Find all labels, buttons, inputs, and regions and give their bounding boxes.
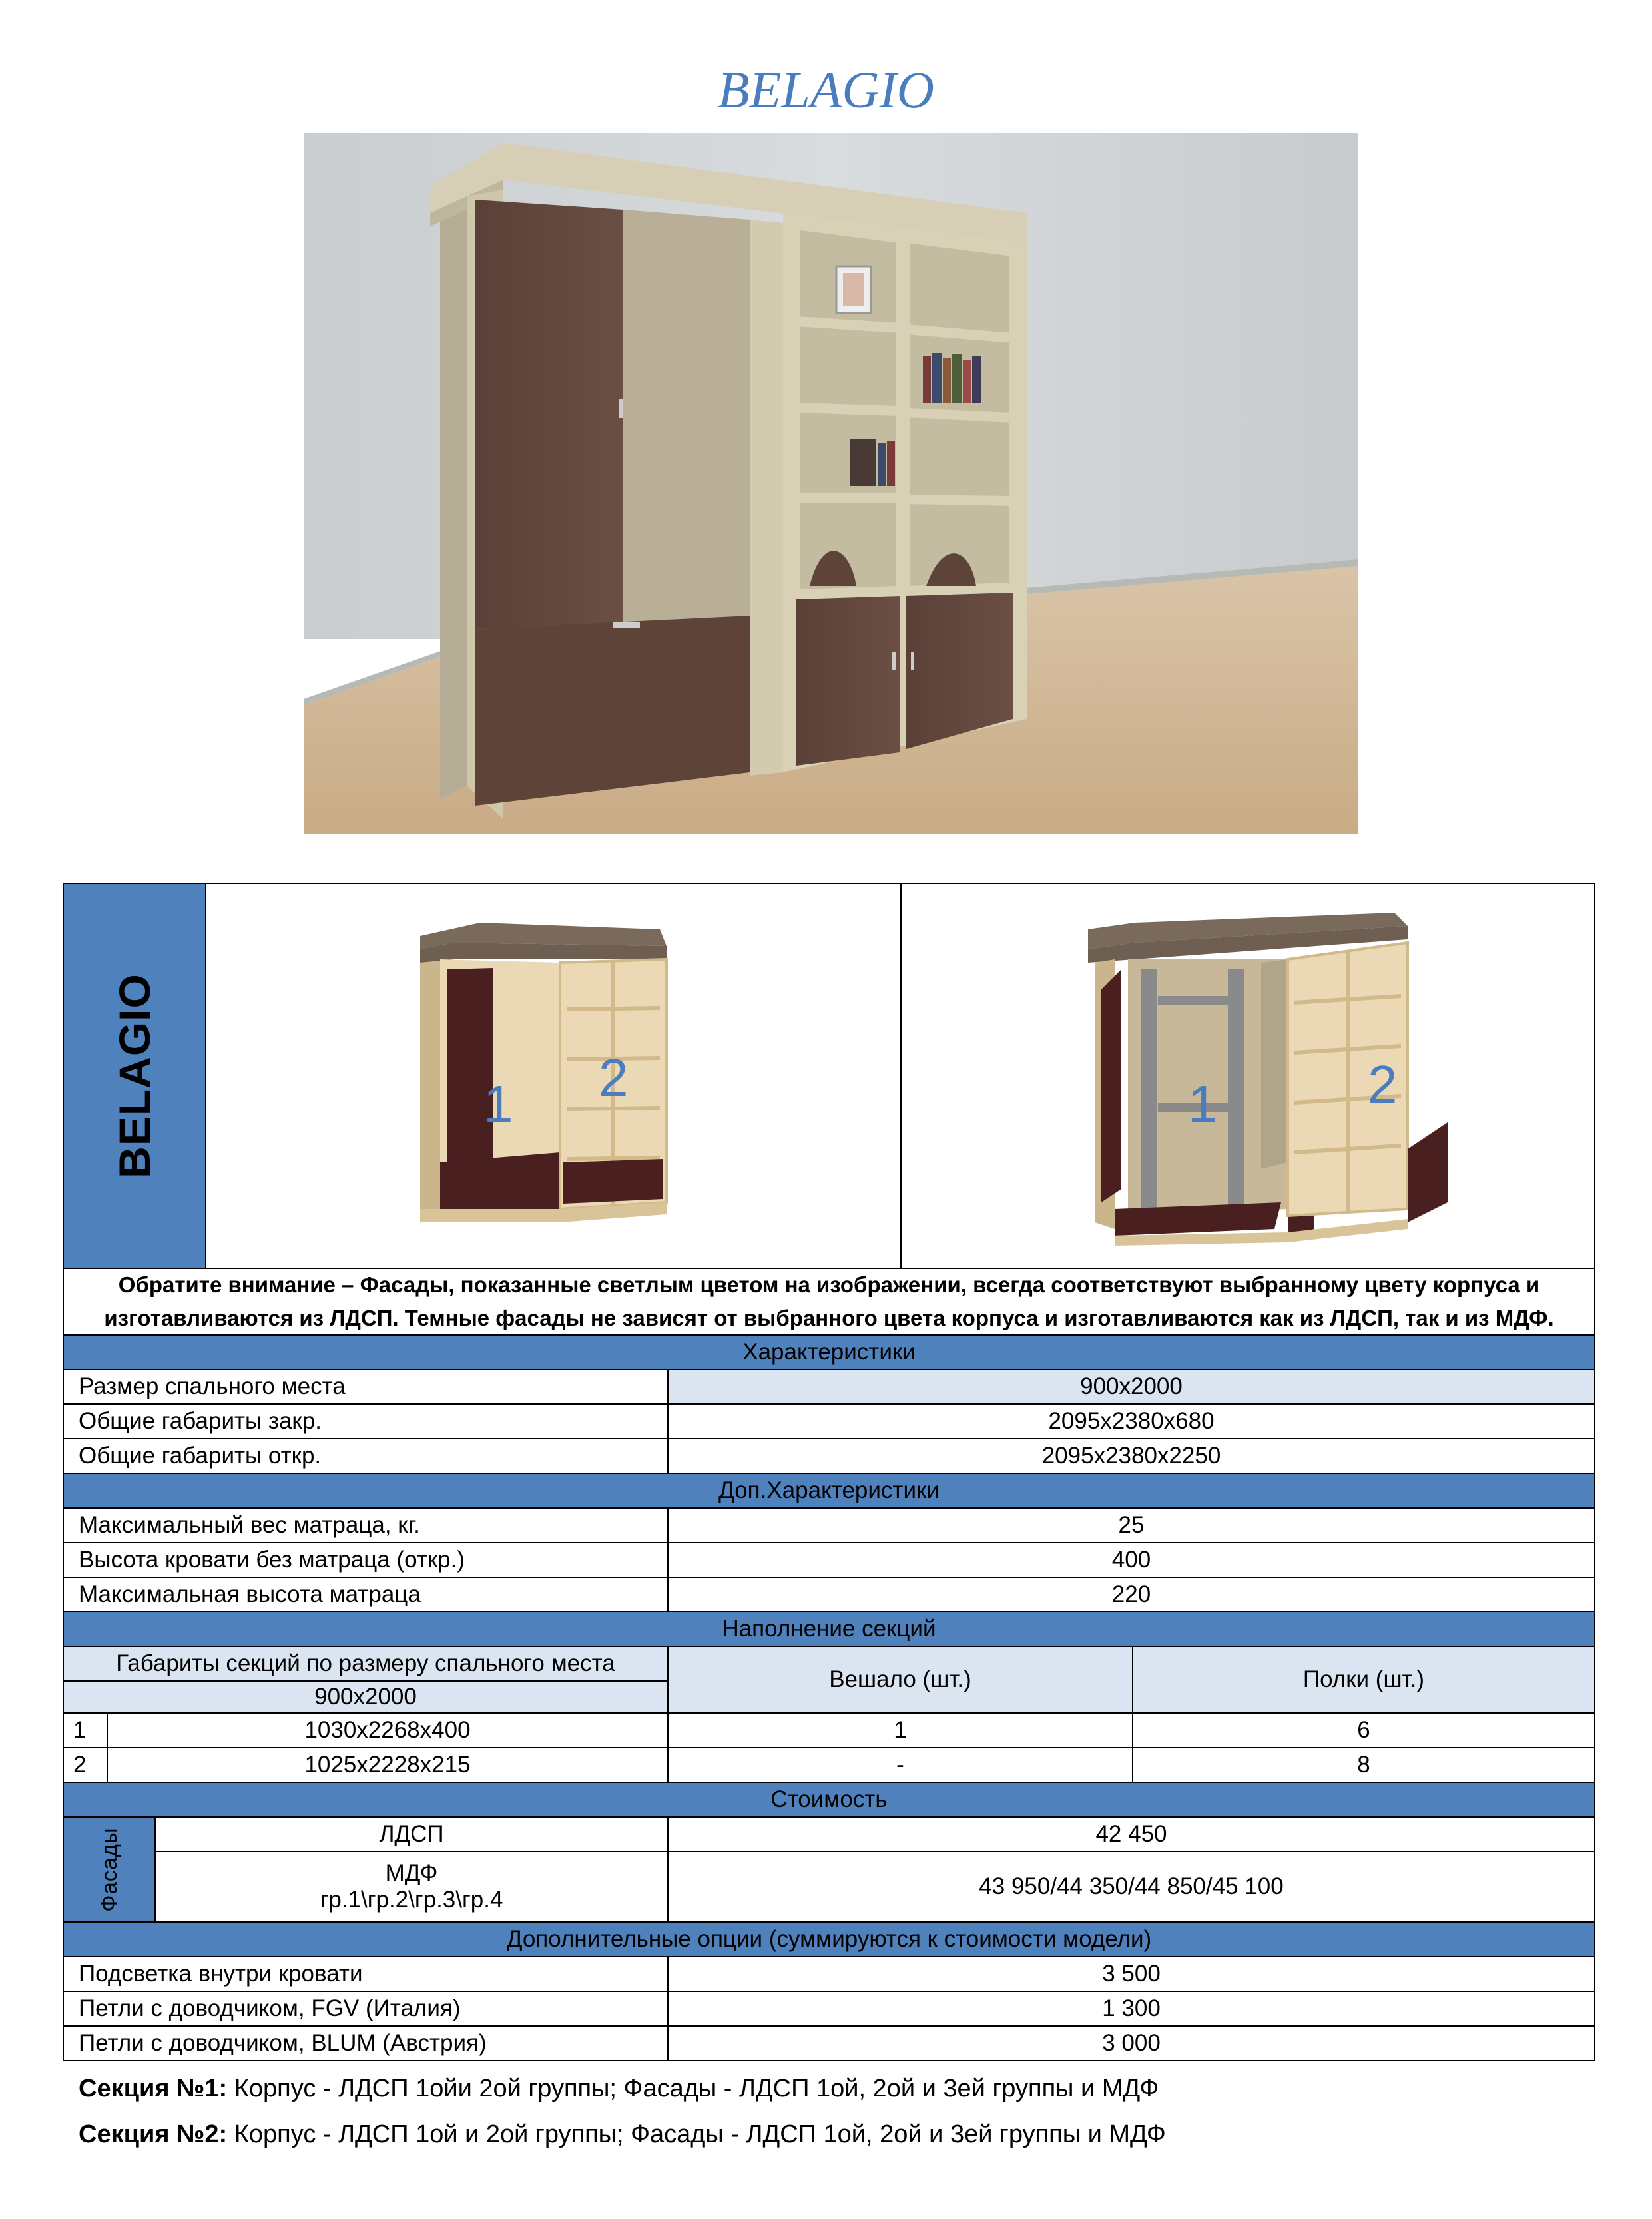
sections-shelves-header: Полки (шт.) [1132,1646,1595,1714]
section-row-1-shelves: 6 [1132,1712,1595,1748]
footer-section-2-title: Секция №2: [79,2120,228,2148]
spec-table [63,883,1595,2073]
open-section-2-label: 2 [1368,1055,1398,1114]
section-row-2-shelves: 8 [1132,1747,1595,1783]
char-row-1-label: Размер спального места [63,1369,669,1405]
cost-mdf-label-cell [154,1851,669,1923]
facade-note: Обратите внимание – Фасады, показанные светлым цветом на изображении, всегда соответствуют выбранному цвету корпуса и изготавливаются из ЛДСП. Темные фасады не зависят от выбранного цвета корпуса и изготавливаются как из ЛДСП, так и из МДФ. [63,1268,1595,1336]
page-title: BELAGIO [718,61,934,119]
char-row-1-value: 900х2000 [667,1369,1595,1405]
char-row-2-value: 2095х2380х680 [667,1403,1595,1439]
char-row-3-label: Общие габариты откр. [63,1438,669,1474]
facades-side-label [63,1816,156,1923]
closed-diagram [205,883,902,1269]
cost-ldsp-value: 42 450 [667,1816,1595,1852]
sections-hanger-header: Вешало (шт.) [667,1646,1133,1714]
extra-row-2-label: Высота кровати без матраца (откр.) [63,1542,669,1578]
facades-label: Фасады [97,1827,121,1912]
footer-section-1-text: Корпус - ЛДСП 1ойи 2ой группы; Фасады - ЛДСП 1ой, 2ой и 3ей группы и МДФ [227,2075,1159,2102]
option-row-3-value: 3 000 [667,2025,1595,2061]
model-side-label [63,883,206,1269]
extra-row-2-value: 400 [667,1542,1595,1578]
section-row-2-num: 2 [63,1747,108,1783]
section-row-2-hanger: - [667,1747,1133,1783]
cost-mdf-label: МДФ [385,1860,438,1886]
option-row-2-value: 1 300 [667,1991,1595,2027]
char-row-2-label: Общие габариты закр. [63,1403,669,1439]
footer-section-2 [79,2120,1166,2149]
cost-mdf-groups: гр.1\гр.2\гр.3\гр.4 [320,1887,503,1913]
characteristics-header: Характеристики [63,1334,1595,1370]
sections-header: Наполнение секций [63,1611,1595,1647]
footer-section-1 [79,2075,1159,2103]
sections-dims-size: 900х2000 [63,1680,669,1714]
section-2-label: 2 [599,1048,629,1107]
cost-mdf-value: 43 950/44 350/44 850/45 100 [667,1851,1595,1923]
option-row-1-value: 3 500 [667,1956,1595,1992]
section-row-1-dims: 1030х2268х400 [107,1712,669,1748]
option-row-1-label: Подсветка внутри кровати [63,1956,669,1992]
option-row-3-label: Петли с доводчиком, BLUM (Австрия) [63,2025,669,2061]
product-photo [304,133,1358,834]
open-diagram [900,883,1595,1269]
extra-header: Доп.Характеристики [63,1473,1595,1509]
open-section-1-label: 1 [1188,1075,1218,1134]
section-row-1-num: 1 [63,1712,108,1748]
cost-ldsp-label: ЛДСП [154,1816,669,1852]
sections-dims-header: Габариты секций по размеру спального места [63,1646,669,1682]
footer-section-1-title: Секция №1: [79,2075,228,2102]
option-row-2-label: Петли с доводчиком, FGV (Италия) [63,1991,669,2027]
footer-section-2-text: Корпус - ЛДСП 1ой и 2ой группы; Фасады - ЛДСП 1ой, 2ой и 3ей группы и МДФ [227,2120,1166,2148]
cost-header: Стоимость [63,1782,1595,1818]
section-row-2-dims: 1025х2228х215 [107,1747,669,1783]
extra-row-1-label: Максимальный вес матраца, кг. [63,1507,669,1543]
extra-row-3-label: Максимальная высота матраца [63,1577,669,1612]
extra-row-3-value: 220 [667,1577,1595,1612]
section-1-label: 1 [483,1075,513,1134]
options-header: Дополнительные опции (суммируются к стоимости модели) [63,1921,1595,1957]
extra-row-1-value: 25 [667,1507,1595,1543]
char-row-3-value: 2095х2380х2250 [667,1438,1595,1474]
section-row-1-hanger: 1 [667,1712,1133,1748]
model-name-vertical: BELAGIO [110,973,159,1178]
